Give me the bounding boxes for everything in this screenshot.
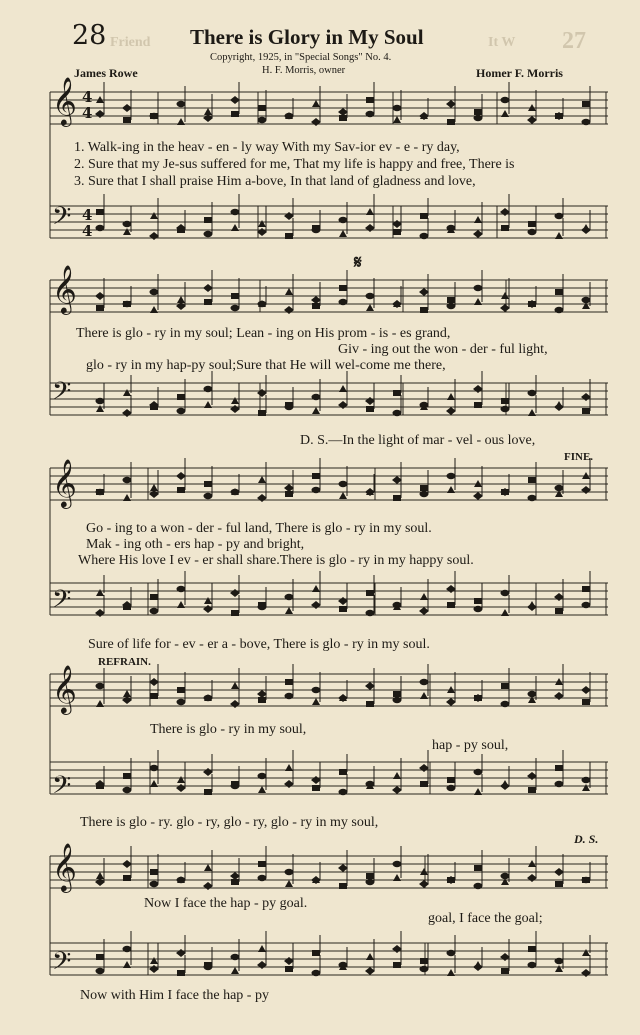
shape-note-head bbox=[258, 861, 266, 867]
shape-note-head bbox=[150, 594, 158, 600]
note-head bbox=[123, 946, 132, 952]
shape-note-head bbox=[339, 385, 347, 392]
note-head bbox=[366, 111, 375, 117]
shape-note-head bbox=[393, 962, 401, 968]
note-head bbox=[582, 877, 591, 883]
note-head bbox=[285, 594, 294, 600]
shape-note-head bbox=[312, 698, 320, 705]
shape-note-head bbox=[204, 864, 212, 871]
shape-note-head bbox=[528, 946, 536, 952]
bass-clef-icon: 𝄢 bbox=[52, 202, 72, 237]
shape-note-head bbox=[366, 406, 374, 412]
shape-note-head bbox=[150, 404, 158, 410]
shape-note-head bbox=[582, 784, 590, 791]
shape-note-head bbox=[420, 593, 428, 600]
note-head bbox=[528, 495, 537, 501]
shape-note-head bbox=[582, 949, 590, 956]
note-head bbox=[285, 869, 294, 875]
shape-note-head bbox=[447, 119, 455, 125]
shape-note-head bbox=[231, 967, 239, 974]
note-head bbox=[312, 487, 321, 493]
shape-note-head bbox=[528, 409, 536, 416]
shape-note-head bbox=[312, 585, 320, 592]
note-head bbox=[96, 489, 105, 495]
note-head bbox=[420, 679, 429, 685]
shape-note-head bbox=[501, 968, 509, 974]
note-head bbox=[555, 958, 564, 964]
note-head bbox=[528, 962, 537, 968]
note-head bbox=[501, 97, 510, 103]
treble-clef-icon: 𝄞 bbox=[52, 264, 77, 313]
note-head bbox=[204, 386, 213, 392]
shape-note-head bbox=[501, 878, 509, 885]
shape-note-head bbox=[582, 586, 590, 592]
note-head bbox=[96, 225, 105, 231]
shape-note-head bbox=[555, 965, 563, 972]
bleed-through-word: Friend bbox=[110, 35, 151, 50]
shape-note-head bbox=[177, 776, 185, 783]
note-head bbox=[312, 970, 321, 976]
shape-note-head bbox=[96, 700, 104, 707]
note-head bbox=[150, 113, 159, 119]
shape-note-head bbox=[501, 398, 509, 404]
note-head bbox=[177, 101, 186, 107]
shape-note-head bbox=[474, 695, 482, 701]
note-head bbox=[150, 881, 159, 887]
shape-note-head bbox=[447, 777, 455, 783]
shape-note-head bbox=[231, 397, 239, 404]
shape-note-head bbox=[339, 230, 347, 237]
time-sig-top: 4 bbox=[82, 88, 93, 106]
lyricist-credit: James Rowe bbox=[74, 66, 138, 80]
shape-note-head bbox=[393, 874, 401, 881]
system-2-lyric-3: glo - ry in my hap-py soul;Sure that He will wel-come me there, bbox=[86, 358, 446, 373]
note-head bbox=[447, 785, 456, 791]
page-number: 28 bbox=[72, 20, 107, 51]
shape-note-head bbox=[528, 787, 536, 793]
note-head bbox=[150, 765, 159, 771]
shape-note-head bbox=[582, 699, 590, 705]
shape-note-head bbox=[420, 692, 428, 699]
shape-note-head bbox=[204, 789, 212, 795]
refrain-label: REFRAIN. bbox=[98, 656, 151, 668]
system-5-alto-lyric: Now I face the hap - py goal. bbox=[144, 896, 308, 911]
shape-note-head bbox=[528, 696, 536, 703]
shape-note-head bbox=[447, 969, 455, 976]
verse-2-lyric: 2. Sure that my Je-sus suffered for me, That my life is happy and free, There is bbox=[74, 157, 515, 172]
note-head bbox=[231, 954, 240, 960]
note-head bbox=[258, 604, 267, 610]
note-head bbox=[366, 879, 375, 885]
treble-clef-icon: 𝄞 bbox=[52, 664, 77, 713]
note-head bbox=[123, 221, 132, 227]
shape-note-head bbox=[258, 410, 266, 416]
note-head bbox=[555, 213, 564, 219]
shape-note-head bbox=[96, 405, 104, 412]
shape-note-head bbox=[96, 209, 104, 215]
segno-icon: 𝄋 bbox=[354, 252, 362, 273]
shape-note-head bbox=[312, 407, 320, 414]
shape-note-head bbox=[150, 212, 158, 219]
shape-note-head bbox=[474, 402, 482, 408]
shape-note-head bbox=[312, 950, 320, 956]
note-head bbox=[258, 117, 267, 123]
shape-note-head bbox=[96, 305, 104, 311]
shape-note-head bbox=[447, 486, 455, 493]
note-head bbox=[420, 233, 429, 239]
note-head bbox=[474, 285, 483, 291]
note-head bbox=[123, 477, 132, 483]
note-head bbox=[285, 693, 294, 699]
shape-note-head bbox=[528, 477, 536, 483]
shape-note-head bbox=[204, 217, 212, 223]
note-head bbox=[204, 964, 213, 970]
note-head bbox=[393, 105, 402, 111]
note-head bbox=[528, 229, 537, 235]
note-head bbox=[339, 299, 348, 305]
shape-note-head bbox=[96, 954, 104, 960]
shape-note-head bbox=[366, 953, 374, 960]
composer-credit: Homer F. Morris bbox=[476, 66, 563, 80]
shape-note-head bbox=[258, 105, 266, 111]
note-head bbox=[474, 115, 483, 121]
shape-note-head bbox=[312, 303, 320, 309]
shape-note-head bbox=[312, 100, 320, 107]
shape-note-head bbox=[258, 945, 266, 952]
shape-note-head bbox=[123, 690, 131, 697]
note-head bbox=[123, 787, 132, 793]
note-head bbox=[204, 493, 213, 499]
shape-note-head bbox=[474, 788, 482, 795]
note-head bbox=[285, 404, 294, 410]
note-head bbox=[474, 606, 483, 612]
shape-note-head bbox=[420, 781, 428, 787]
shape-note-head bbox=[393, 495, 401, 501]
shape-note-head bbox=[393, 116, 401, 123]
shape-note-head bbox=[177, 687, 185, 693]
shape-note-head bbox=[582, 302, 590, 309]
shape-note-head bbox=[285, 233, 293, 239]
shape-note-head bbox=[555, 113, 563, 119]
shape-note-head bbox=[312, 473, 320, 479]
shape-note-head bbox=[204, 597, 212, 604]
note-head bbox=[528, 390, 537, 396]
shape-note-head bbox=[339, 883, 347, 889]
note-head bbox=[582, 119, 591, 125]
shape-note-head bbox=[555, 232, 563, 239]
note-head bbox=[420, 491, 429, 497]
shape-note-head bbox=[501, 110, 509, 117]
note-head bbox=[204, 231, 213, 237]
shape-note-head bbox=[177, 970, 185, 976]
shape-note-head bbox=[150, 306, 158, 313]
shape-note-head bbox=[447, 602, 455, 608]
bleed-through-number: 27 bbox=[562, 28, 586, 54]
shape-note-head bbox=[204, 481, 212, 487]
note-head bbox=[555, 307, 564, 313]
shape-note-head bbox=[150, 957, 158, 964]
note-head bbox=[258, 875, 267, 881]
shape-note-head bbox=[420, 307, 428, 313]
shape-note-head bbox=[258, 476, 266, 483]
shape-note-head bbox=[555, 765, 563, 771]
shape-note-head bbox=[420, 485, 428, 491]
note-head bbox=[258, 773, 267, 779]
note-head bbox=[582, 777, 591, 783]
shape-note-head bbox=[447, 297, 455, 303]
shape-note-head bbox=[123, 494, 131, 501]
bass-clef-icon: 𝄢 bbox=[52, 947, 72, 982]
note-head bbox=[339, 217, 348, 223]
shape-note-head bbox=[366, 208, 374, 215]
note-head bbox=[150, 289, 159, 295]
shape-note-head bbox=[474, 109, 482, 115]
note-head bbox=[231, 305, 240, 311]
shape-note-head bbox=[393, 772, 401, 779]
shape-note-head bbox=[177, 227, 185, 233]
system-5-tenor-lyric: goal, I face the goal; bbox=[428, 911, 543, 926]
shape-note-head bbox=[474, 865, 482, 871]
shape-note-head bbox=[393, 390, 401, 396]
shape-note-head bbox=[312, 785, 320, 791]
shape-note-head bbox=[258, 786, 266, 793]
shape-note-head bbox=[393, 691, 401, 697]
note-head bbox=[501, 701, 510, 707]
verse-3-lyric: 3. Sure that I shall praise Him a-bove, In that land of gladness and love, bbox=[74, 174, 476, 189]
time-sig-bottom: 4 bbox=[82, 104, 93, 122]
note-head bbox=[339, 481, 348, 487]
shape-note-head bbox=[96, 783, 104, 789]
shape-note-head bbox=[231, 111, 239, 117]
note-head bbox=[177, 408, 186, 414]
shape-note-head bbox=[555, 289, 563, 295]
ds-marking: D. S. bbox=[574, 832, 599, 846]
shape-note-head bbox=[501, 609, 509, 616]
system-3-bass-lyric: Sure of life for - ev - er a - bove, There is glo - ry in my soul. bbox=[88, 637, 430, 652]
shape-note-head bbox=[528, 221, 536, 227]
shape-note-head bbox=[123, 228, 131, 235]
shape-note-head bbox=[204, 299, 212, 305]
note-head bbox=[231, 783, 240, 789]
note-head bbox=[582, 602, 591, 608]
shape-note-head bbox=[555, 608, 563, 614]
shape-note-head bbox=[447, 393, 455, 400]
note-head bbox=[123, 301, 132, 307]
shape-note-head bbox=[231, 682, 239, 689]
shape-note-head bbox=[420, 213, 428, 219]
system-3-lyric-3: Where His love I ev - er shall share.There is glo - ry in my happy soul. bbox=[78, 553, 474, 568]
system-4-bass-lyric: There is glo - ry. glo - ry, glo - ry, glo - ry in my soul, bbox=[80, 815, 379, 830]
shape-note-head bbox=[366, 873, 374, 879]
owner-line: H. F. Morris, owner bbox=[262, 65, 346, 76]
system-2-lyric-1: There is glo - ry in my soul; Lean - ing on His prom - is - es grand, bbox=[76, 326, 451, 341]
bass-clef-icon: 𝄢 bbox=[52, 771, 72, 806]
shape-note-head bbox=[204, 401, 212, 408]
shape-note-head bbox=[177, 394, 185, 400]
treble-clef-icon: 𝄞 bbox=[52, 76, 77, 125]
system-4-alto-lyric: There is glo - ry in my soul, bbox=[150, 722, 307, 737]
shape-note-head bbox=[285, 607, 293, 614]
shape-note-head bbox=[339, 769, 347, 775]
shape-note-head bbox=[96, 589, 104, 596]
time-sig-top-bass: 4 bbox=[82, 206, 93, 224]
shape-note-head bbox=[474, 216, 482, 223]
shape-note-head bbox=[420, 958, 428, 964]
bass-clef-icon: 𝄢 bbox=[52, 585, 72, 620]
bleed-through-title: It W bbox=[488, 35, 516, 50]
treble-clef-icon: 𝄞 bbox=[52, 842, 77, 891]
shape-note-head bbox=[123, 961, 131, 968]
shape-note-head bbox=[150, 780, 158, 787]
note-head bbox=[366, 293, 375, 299]
shape-note-head bbox=[177, 601, 185, 608]
shape-note-head bbox=[474, 598, 482, 604]
verse-1-lyric: 1. Walk-ing in the heav - en - ly way With my Sav-ior ev - e - ry day, bbox=[74, 140, 460, 155]
shape-note-head bbox=[582, 101, 590, 107]
shape-note-head bbox=[339, 115, 347, 121]
shape-note-head bbox=[285, 880, 293, 887]
shape-note-head bbox=[231, 610, 239, 616]
note-head bbox=[393, 697, 402, 703]
shape-note-head bbox=[501, 489, 509, 495]
ds-lyric-line: D. S.—In the light of mar - vel - ous love, bbox=[300, 433, 536, 448]
note-head bbox=[501, 406, 510, 412]
note-head bbox=[393, 861, 402, 867]
shape-note-head bbox=[123, 773, 131, 779]
note-head bbox=[447, 473, 456, 479]
note-head bbox=[474, 769, 483, 775]
shape-note-head bbox=[177, 296, 185, 303]
system-3-lyric-2: Mak - ing oth - ers hap - py and bright, bbox=[86, 537, 305, 552]
shape-note-head bbox=[393, 229, 401, 235]
shape-note-head bbox=[366, 304, 374, 311]
shape-note-head bbox=[150, 869, 158, 875]
shape-note-head bbox=[150, 693, 158, 699]
system-5-bass-lyric: Now with Him I face the hap - py bbox=[80, 988, 269, 1003]
bass-clef-icon: 𝄢 bbox=[52, 377, 72, 412]
shape-note-head bbox=[285, 491, 293, 497]
shape-note-head bbox=[474, 298, 482, 305]
shape-note-head bbox=[231, 293, 239, 299]
shape-note-head bbox=[285, 288, 293, 295]
system-4-echo-lyric: hap - py soul, bbox=[432, 738, 509, 753]
shape-note-head bbox=[150, 484, 158, 491]
shape-note-head bbox=[528, 301, 536, 307]
note-head bbox=[96, 398, 105, 404]
note-head bbox=[96, 683, 105, 689]
system-3-lyric-1: Go - ing to a won - der - ful land, There is glo - ry in my soul. bbox=[86, 521, 432, 536]
shape-note-head bbox=[339, 285, 347, 291]
shape-note-head bbox=[555, 490, 563, 497]
shape-note-head bbox=[204, 108, 212, 115]
shape-note-head bbox=[501, 683, 509, 689]
shape-note-head bbox=[231, 879, 239, 885]
time-sig-bottom-bass: 4 bbox=[82, 222, 93, 240]
shape-note-head bbox=[177, 487, 185, 493]
song-title: There is Glory in My Soul bbox=[190, 25, 424, 49]
note-head bbox=[420, 966, 429, 972]
shape-note-head bbox=[366, 701, 374, 707]
fine-marking: FINE. bbox=[564, 451, 594, 463]
note-head bbox=[555, 781, 564, 787]
shape-note-head bbox=[123, 117, 131, 123]
shape-note-head bbox=[123, 389, 131, 396]
shape-note-head bbox=[123, 604, 131, 610]
note-head bbox=[150, 608, 159, 614]
system-2-lyric-2: Giv - ing out the won - der - ful light, bbox=[338, 342, 548, 357]
note-head bbox=[177, 586, 186, 592]
note-head bbox=[474, 883, 483, 889]
note-head bbox=[312, 227, 321, 233]
shape-note-head bbox=[366, 590, 374, 596]
shape-note-head bbox=[96, 872, 104, 879]
shape-note-head bbox=[285, 679, 293, 685]
shape-note-head bbox=[339, 606, 347, 612]
note-head bbox=[393, 410, 402, 416]
shape-note-head bbox=[285, 966, 293, 972]
note-head bbox=[231, 209, 240, 215]
shape-note-head bbox=[177, 118, 185, 125]
shape-note-head bbox=[555, 881, 563, 887]
shape-note-head bbox=[366, 97, 374, 103]
note-head bbox=[312, 687, 321, 693]
shape-note-head bbox=[258, 697, 266, 703]
note-head bbox=[447, 303, 456, 309]
note-head bbox=[96, 968, 105, 974]
note-head bbox=[366, 610, 375, 616]
shape-note-head bbox=[231, 224, 239, 231]
treble-clef-icon: 𝄞 bbox=[52, 458, 77, 507]
copyright-line: Copyright, 1925, in "Special Songs" No. 4. bbox=[210, 52, 392, 63]
shape-note-head bbox=[339, 492, 347, 499]
shape-note-head bbox=[501, 225, 509, 231]
note-head bbox=[312, 394, 321, 400]
shape-note-head bbox=[447, 877, 455, 883]
shape-note-head bbox=[258, 220, 266, 227]
note-head bbox=[447, 950, 456, 956]
note-head bbox=[501, 590, 510, 596]
shape-note-head bbox=[123, 875, 131, 881]
shape-note-head bbox=[285, 764, 293, 771]
note-head bbox=[177, 699, 186, 705]
shape-note-head bbox=[582, 408, 590, 414]
note-head bbox=[339, 789, 348, 795]
